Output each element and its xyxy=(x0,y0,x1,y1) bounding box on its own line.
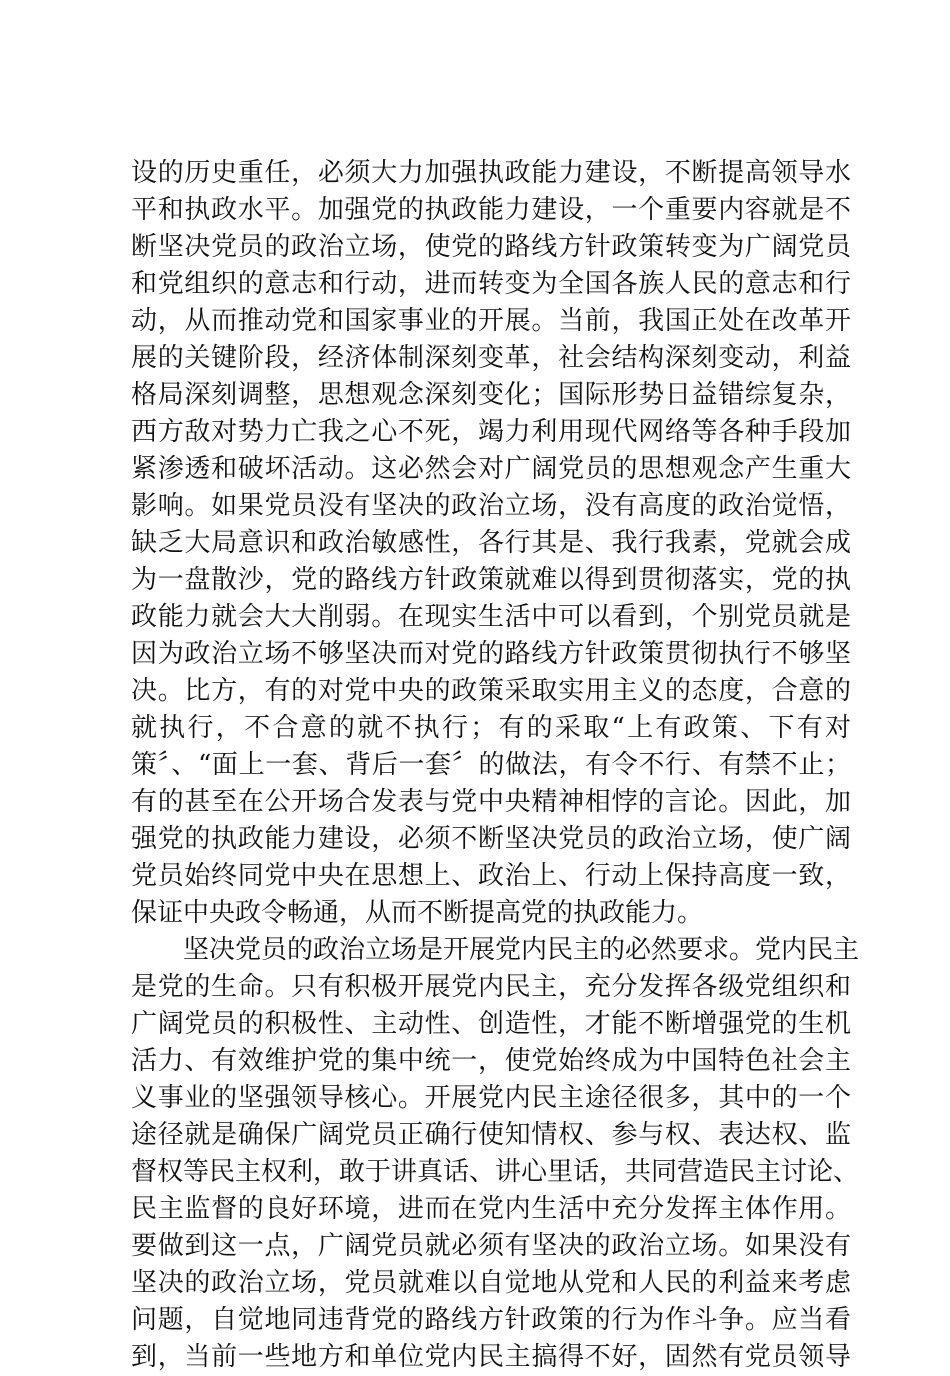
text-line: 和党组织的意志和行动，进而转变为全国各族人民的意志和行 xyxy=(131,269,851,299)
paragraph-start-line: 坚决党员的政治立场是开展党内民主的必然要求。党内民主 xyxy=(131,935,860,965)
text-line: 影响。如果党员没有坚决的政治立场，没有高度的政治觉悟， xyxy=(131,491,851,521)
text-line: 强党的执政能力建设，必须不断坚决党员的政治立场，使广阔 xyxy=(131,824,851,854)
text-line: 紧渗透和破坏活动。这必然会对广阔党员的思想观念产生重大 xyxy=(131,454,851,484)
text-line: 断坚决党员的政治立场，使党的路线方针政策转变为广阔党员 xyxy=(131,232,851,262)
paragraph-end-line: 保证中央政令畅通，从而不断提高党的执政能力。 xyxy=(131,898,704,928)
text-line: 平和执政水平。加强党的执政能力建设，一个重要内容就是不 xyxy=(131,195,851,225)
text-line: 设的历史重任，必须大力加强执政能力建设，不断提高领导水 xyxy=(131,158,851,188)
text-line: 督权等民主权利，敢于讲真话、讲心里话，共同营造民主讨论、 xyxy=(131,1157,860,1187)
text-line: 到，当前一些地方和单位党内民主搞得不好，固然有党员领导 xyxy=(131,1342,851,1372)
text-line: 坚决的政治立场，党员就难以自觉地从党和人民的利益来考虑 xyxy=(131,1268,851,1298)
text-line: 问题，自觉地同违背党的路线方针政策的行为作斗争。应当看 xyxy=(131,1305,851,1335)
text-line: 决。比方，有的对党中央的政策采取实用主义的态度，合意的 xyxy=(131,676,851,706)
text-line: 要做到这一点，广阔党员就必须有坚决的政治立场。如果没有 xyxy=(131,1231,851,1261)
text-line: 就执行，不合意的就不执行；有的采取“上有政策、下有对 xyxy=(131,713,851,743)
text-line: 义事业的坚强领导核心。开展党内民主途径很多，其中的一个 xyxy=(131,1083,851,1113)
text-line: 途径就是确保广阔党员正确行使知情权、参与权、表达权、监 xyxy=(131,1120,851,1150)
text-line: 因为政治立场不够坚决而对党的路线方针政策贯彻执行不够坚 xyxy=(131,639,851,669)
text-line: 展的关键阶段，经济体制深刻变革，社会结构深刻变动，利益 xyxy=(131,343,851,373)
text-line: 广阔党员的积极性、主动性、创造性，才能不断增强党的生机 xyxy=(131,1009,851,1039)
text-line: 格局深刻调整，思想观念深刻变化；国际形势日益错综复杂， xyxy=(131,380,851,410)
text-line: 民主监督的良好环境，进而在党内生活中充分发挥主体作用。 xyxy=(131,1194,851,1224)
text-line: 为一盘散沙，党的路线方针政策就难以得到贯彻落实，党的执 xyxy=(131,565,851,595)
text-line: 党员始终同党中央在思想上、政治上、行动上保持高度一致， xyxy=(131,861,851,891)
text-line: 是党的生命。只有积极开展党内民主，充分发挥各级党组织和 xyxy=(131,972,851,1002)
text-line: 缺乏大局意识和政治敏感性，各行其是、我行我素，党就会成 xyxy=(131,528,851,558)
text-line: 动，从而推动党和国家事业的开展。当前，我国正处在改革开 xyxy=(131,306,851,336)
body-text xyxy=(131,155,860,1376)
text-line: 有的甚至在公开场合发表与党中央精神相悖的言论。因此，加 xyxy=(131,787,851,817)
text-line: 策〞、“面上一套、背后一套〞的做法，有令不行、有禁不止； xyxy=(131,750,851,780)
text-line: 西方敌对势力亡我之心不死，竭力利用现代网络等各种手段加 xyxy=(131,417,851,447)
text-line: 活力、有效维护党的集中统一，使党始终成为中国特色社会主 xyxy=(131,1046,851,1076)
text-line: 政能力就会大大削弱。在现实生活中可以看到，个别党员就是 xyxy=(131,602,851,632)
